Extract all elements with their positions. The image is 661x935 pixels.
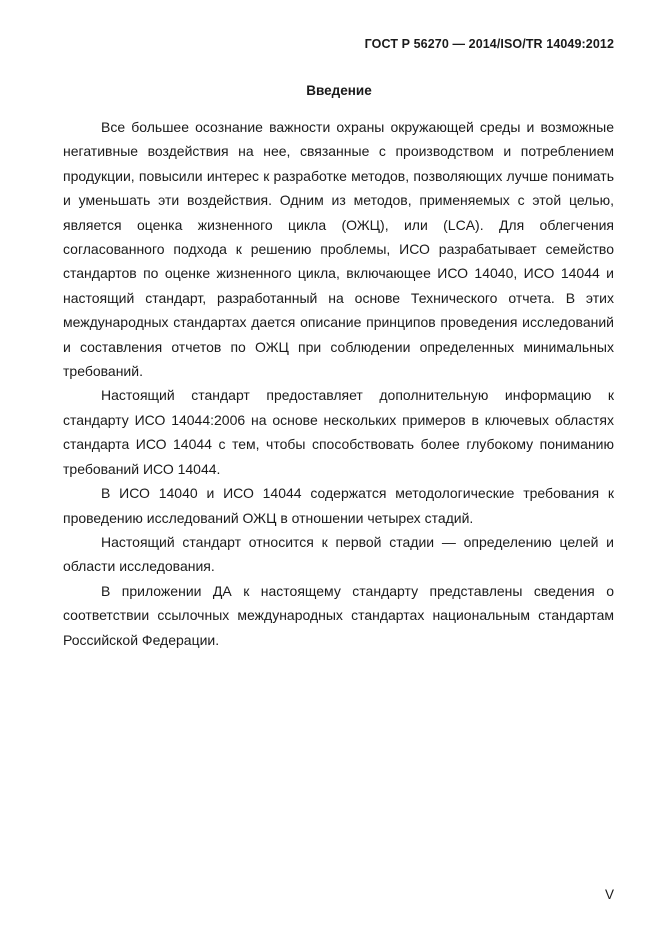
paragraph: В ИСО 14040 и ИСО 14044 содержатся методологические требования к проведению исследований ОЖЦ в отношении четырех стадий.	[63, 485, 614, 526]
paragraph: Все большее осознание важности охраны окружающей среды и возможные негативные воздействия на нее, связанные с производством и потреблением продукции, повысили интерес к разработке методов, позволяющих лучше понимать и уменьшать эти воздействия. Одним из методов, применяемых с этой целью, является оценка жизненного цикла (ОЖЦ), или (LCA). Для облегчения согласованного подхода к решению проблемы, ИСО разрабатывает семейство стандартов по оценке жизненного цикла, включающее ИСО 14040, ИСО 14044 и настоящий стандарт, разработанный на основе Технического отчета. В этих международных стандартах дается описание принципов проведения исследований и составления отчетов по ОЖЦ при соблюдении определенных минимальных требований.	[63, 119, 614, 380]
paragraph: Настоящий стандарт предоставляет дополнительную информацию к стандарту ИСО 14044:2006 на основе нескольких примеров в ключевых областях стандарта ИСО 14044 с тем, чтобы способствовать более глубокому пониманию требований ИСО 14044.	[63, 387, 614, 477]
paragraph: В приложении ДА к настоящему стандарту представлены сведения о соответствии ссылочных международных стандартах национальным стандартам Российской Федерации.	[63, 582, 614, 648]
body-text	[63, 115, 614, 652]
page-number: V	[605, 887, 615, 902]
paragraph: Настоящий стандарт относится к первой стадии — определению целей и области исследования.	[63, 533, 614, 575]
section-title: Введение	[306, 83, 372, 98]
standard-id-header: ГОСТ Р 56270 — 2014/ISO/TR 14049:2012	[364, 37, 614, 51]
